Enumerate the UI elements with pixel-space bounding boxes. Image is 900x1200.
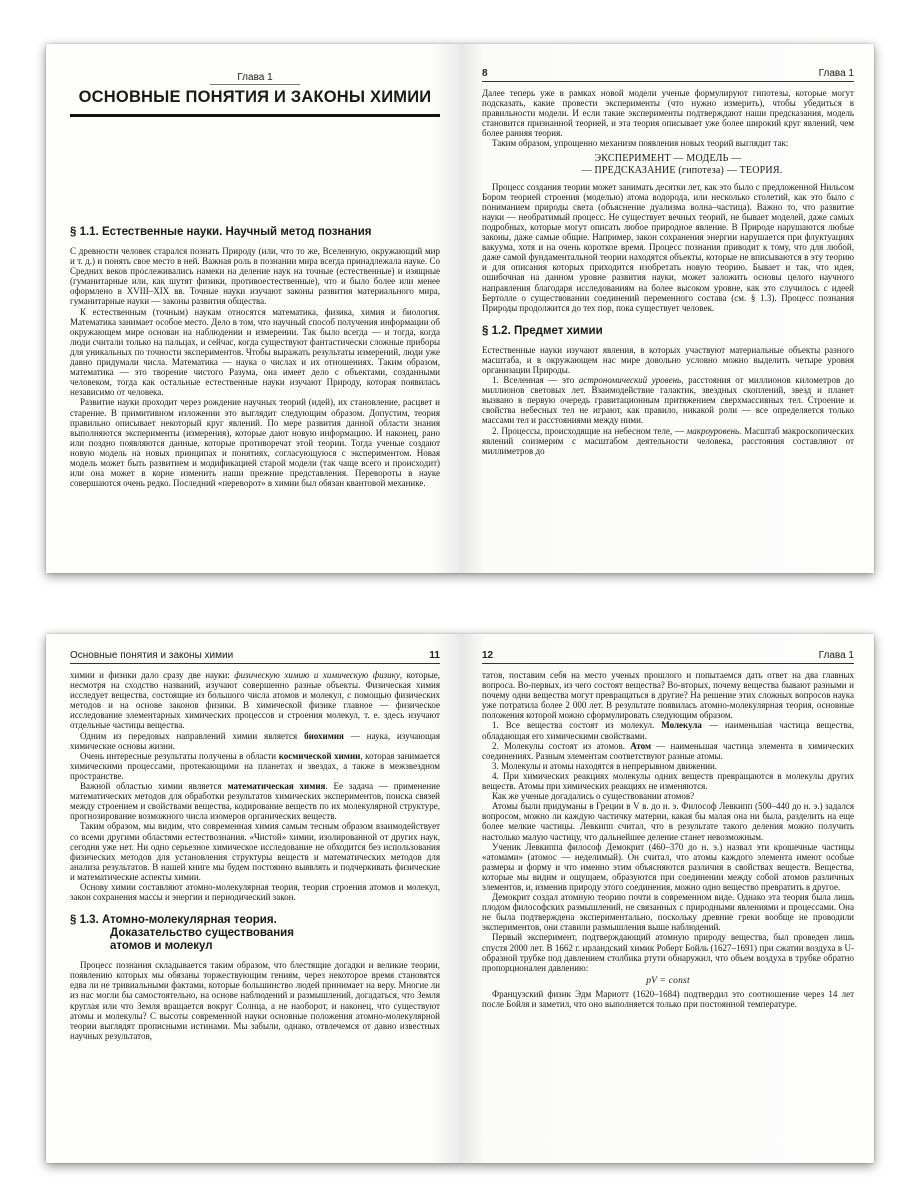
chapter-title: ОСНОВНЫЕ ПОНЯТИЯ И ЗАКОНЫ ХИМИИ: [78, 88, 432, 106]
section-title: § 1.3. Атомно-молекулярная теория. Доказательство существования атомов и молекул: [70, 914, 294, 953]
emphasis: макроуровень: [686, 425, 740, 436]
page-body: [70, 246, 440, 488]
list-item: 2. Процессы, происходящие на небесном теле, — макроуровень. Масштаб макроскопических явлений соизмерим с масштабом деятельности человека, расстояния составляют от миллиметров до: [482, 425, 854, 456]
emphasis: физическую химию и химическую физику: [234, 670, 400, 680]
list-item: 4. При химических реакциях молекулы одних веществ превращаются в молекулы других веществ. Атомы при химических реакциях не изменяются.: [482, 770, 854, 792]
formula-line: ЭКСПЕРИМЕНТ — МОДЕЛЬ —: [594, 152, 742, 164]
page-body: [482, 88, 854, 456]
paragraph: Одним из передовых направлений химии является биохимия — наука, изучающая химические основы жизни.: [70, 730, 441, 751]
list-item: 1. Вселенная — это астрономический уровень, расстояния от миллионов километров до миллионов световых лет. Взаимодействие галактик, звездных скоплений, звезд и планет вызвано в первую очередь гравитационным притяжением сверхмассивных тел. Строение и свойства небесных тел не играют, как правило, никакой роли — все определяется только массами тел и расстояниями между ними.: [482, 375, 854, 426]
scheme-formula: [482, 153, 854, 177]
paragraph: К естественным (точным) наукам относятся математика, физика, химия и биология. Математика занимает особое место. Дело в том, что научный способ получения информации об окружающем мире основан на наблюдении и измерении. Так было всегда — и тогда, когда люди считали только на пальцах, и сейчас, когда существуют фантастически сложные приборы для уникальных по точности экспериментов. Чтобы выражать результаты измерений, люди уже давно придумали числа. Математика — наука о числах и их отношениях. Таким образом, математика — это творение чистого Разума, она имеет дело с объектами, созданными человеком, тогда как остальные естественные науки изучают Природу, которая появилась независимо от человека.: [70, 306, 440, 398]
paragraph: Атомы были придуманы в Греции в V в. до н. э. Философ Левкипп (500–440 до н. э.) задался вопросом, можно ли каждую частичку материи, какая бы малая она ни была, разделить на еще более мелкие частицы. Левкипп считал, что в результате такого деления можно получить настолько малую частицу, что дальнейшее деление станет невозможным.: [482, 801, 854, 842]
page-body: [70, 670, 440, 1041]
title-whitespace: [70, 117, 440, 214]
paragraph: Ученик Левкиппа философ Демокрит (460–370 до н. э.) назвал эти крошечные частицы «атомами» (атомос — неделимый). Он считал, что атомы каждого элемента имеют особые размеры и форму и что именно этим объясняются различия в свойствах веществ. Вещества, которые мы видим и ощущаем, образуются при соединении между собой атомов различных элементов, и, изменив природу этого соединения, можно одно вещество превратить в другое.: [482, 841, 854, 892]
paragraph: Французский физик Эдм Мариотт (1620–1684) подтвердил это соотношение через 14 лет после Бойля и заметил, что оно выполняется только при постоянной температуре.: [482, 988, 854, 1009]
paragraph: Основу химии составляют атомно-молекулярная теория, теория строения атомов и молекул, закон сохранения массы и энергии и периодический закон.: [70, 881, 440, 903]
list-item: 1. Все вещества состоят из молекул. Молекула — наименьшая частица вещества, обладающая его химическими свойствами.: [482, 720, 854, 741]
emphasis: астрономический уровень: [578, 375, 682, 386]
paragraph: химии и физики дало сразу две науки: физическую химию и химическую физику, которые, несмотря на сходство названий, изучают совершенно разные объекты. Физическая химия исследует вещества, состоящие из большого числа атомов и молекул, с помощью физических методов и на основе законов физики. В химической физике главное — физическое исследование элементарных химических процессов и строения молекул, т. е. здесь изучают отдельные частицы вещества.: [70, 670, 440, 731]
section-title: § 1.1. Естественные науки. Научный метод познания: [70, 226, 372, 238]
page-number: 8: [482, 68, 488, 79]
paragraph: Очень интересные результаты получены в области космической химии, которая занимается химическими процессами, протекающими на планетах и звездах, а также в межзвездном пространстве.: [70, 750, 441, 781]
term: космической химии: [278, 750, 361, 761]
running-head-text: Глава 1: [818, 650, 854, 661]
paragraph: Важной областью химии является математическая химия. Ее задача — применение математических методов для обработки результатов химических экспериментов, поиска связей между строением и свойствами вещества, кодирование веществ по их молекулярной структуре, прогнозирование возможного числа изомеров органических веществ.: [70, 781, 440, 822]
paragraph: Таким образом, мы видим, что современная химия самым тесным образом взаимодействует со всеми другими областями естествознания. «Чистой» химии, изолированной от других наук, сегодня уже нет. Ни одно серьезное химическое исследование не обходится без использования физических методов для установления структуры веществ и математических методов для анализа результатов. В нашей книге мы будем постоянно выявлять и подчеркивать физические и математические аспекты химии.: [70, 821, 440, 882]
paragraph: Демокрит создал атомную теорию почти в современном виде. Однако эта теория была лишь плодом философских размышлений, не связанных с природными явлениями и процессами. Она не была подтверждена экспериментально, поскольку древние греки вообще не проводили экспериментов, они ставили размышления выше наблюдений.: [482, 892, 854, 933]
paragraph: Развитие науки проходит через рождение научных теорий (идей), их становление, расцвет и старение. В примитивном изложении это выглядит следующим образом. Допустим, теория правильно описывает некоторый круг явлений. По мере развития данной области знания выполняются эксперименты (измерения), которые дают новую информацию. И наконец, рано или поздно появляются данные, которые противоречат этой теории. Тогда ученые создают новую модель на новых принципах и понятиях, согласующуюся с экспериментом. Новая модель может быть развитием и модификацией старой модели (так чаще всего и происходит) или она может в корне изменить наши прежние представления. Перевороты в науке совершаются очень редко. Последний «переворот» в химии был обязан квантовой механике.: [70, 397, 440, 489]
formula-line: — ПРЕДСКАЗАНИЕ (гипотеза) — ТЕОРИЯ.: [581, 164, 783, 176]
page-left-bottom: [46, 634, 460, 1163]
page-right-top: [460, 44, 874, 573]
paragraph: Естественные науки изучают явления, в которых участвуют материальные объекты разного масштаба, и в окружающем нас мире довольно условно можно выделить четыре уровня организации Природы.: [482, 344, 854, 375]
page-body: [482, 670, 854, 1009]
running-head-text: Основные понятия и законы химии: [70, 650, 234, 661]
term: биохимия: [304, 730, 344, 741]
paragraph: С древности человек старался познать Природу (или, что то же, Вселенную, окружающий мир и т. д.) и понять свое место в ней. Важная роль в познании мира всегда принадлежала науке. Со Средних веков прослеживались намеки на деление наук на точные (естественные) и изящные (гуманитарные или, как шутят физики, противоестественные), что и было более или менее оформлено в XVIII–XIX вв. Точные науки изучают законы развития материального мира, гуманитарные науки — законы развития общества.: [70, 246, 440, 307]
paragraph: Процесс познания складывается таким образом, что блестящие догадки и великие теории, появлению которых мы обязаны торжествующим гениям, через некоторое время становятся едва ли не тривиальными фактами, которые большинство людей принимает на веру. Многие ли из нас могли бы самостоятельно, на основе наблюдений и размышлений, догадаться, что Земля круглая или что Земля вращается вокруг Солнца, а не наоборот, и наконец, что существуют атомы и молекулы? С высоты современной науки основные положения атомно-молекулярной теории выглядят прописными истинами. Мы забыли, однако, отвлечемся от давно известных научных результатов,: [70, 960, 440, 1041]
paragraph: Как же ученые догадались о существовании атомов?: [492, 791, 695, 802]
page-number: 12: [482, 650, 494, 661]
book-spread-bottom: [46, 634, 874, 1163]
paragraph: Далее теперь уже в рамках новой модели ученые формулируют гипотезы, которые могут подсказать, какие провести эксперименты (что нужно измерить), чтобы убедиться в правильности модели. И если такие эксперименты подтверждают наши предсказания, модель становится признанной теорией, и эта теория описывает уже более широкий круг явлений, чем более ранняя теория.: [482, 88, 854, 139]
term: Атом: [630, 740, 652, 751]
term: математическая химия: [227, 781, 326, 792]
chapter-label: Глава 1: [210, 72, 300, 85]
page-left-top: [46, 44, 460, 573]
section-title: § 1.2. Предмет химии: [482, 324, 603, 337]
page-right-bottom: [460, 634, 874, 1163]
page-number: 11: [429, 650, 440, 661]
paragraph: Таким образом, упрощенно механизм появления новых теорий выглядит так:: [492, 138, 789, 149]
term: Молекула: [661, 720, 702, 731]
paragraph: Процесс создания теории может занимать десятки лет, как это было с предложенной Нильсом Бором теорией строения (моделью) атома водорода, или несколько столетий, как это было с пониманием природы света (объяснение дуализма волна–частица). Важно то, что развитие науки — необратимый процесс. Не существует вечных теорий, не бывает моделей, даже самых подробных, которые могут описать любое природное явление. В Природе нарушаются любые законы, даже самые общие. Например, закон сохранения энергии нарушается при флуктуациях вакуума, хотя и на очень короткое время. Процесс познания приводит к тому, что для любой, даже самой фундаментальной теории находятся объекты, которые не вписываются в эту теорию и для описания которых приходится изобретать новую теорию. Бывает и так, что идея, ошибочная на данном уровне развития науки, может заложить основы целого научного направления благодаря исследованиям на более высоком уровне, как это случилось с идеей Бертолле о существовании соединений переменного состава (см. § 1.3). Процесс познания Природы продолжится до тех пор, пока существует человек.: [482, 181, 854, 313]
paragraph: татов, поставим себя на место ученых прошлого и попытаемся дать ответ на два главных вопроса. Во-первых, из чего состоят вещества? Во-вторых, почему вещества бывают разными и почему одни вещества могут превращаться в другие? На решение этих сложных вопросов наука уже потратила более 2 000 лет. В результате появилась атомно-молекулярная теория, основные положения которой можно сформулировать следующим образом.: [482, 670, 854, 721]
list-item: 3. Молекулы и атомы находятся в непрерывном движении.: [492, 760, 718, 771]
paragraph: Первый эксперимент, подтверждающий атомную природу вещества, был проведен лишь спустя 2000 лет. В 1662 г. ирландский химик Роберт Бойль (1627–1691) при сжатии воздуха в U-образной трубке под давлением столбика ртути обнаружил, что объем воздуха в трубке обратно пропорционален давлению:: [482, 932, 854, 973]
book-spread-top: [46, 44, 874, 573]
boyle-formula: pV = const: [646, 975, 690, 986]
running-header: [70, 650, 440, 664]
running-header: [482, 650, 854, 664]
list-item: 2. Молекулы состоят из атомов. Атом — наименьшая частица элемента в химических соединениях. Разным элементам соответствуют разные атомы.: [482, 740, 854, 761]
running-head-text: Глава 1: [818, 68, 854, 79]
running-header: [482, 68, 854, 82]
